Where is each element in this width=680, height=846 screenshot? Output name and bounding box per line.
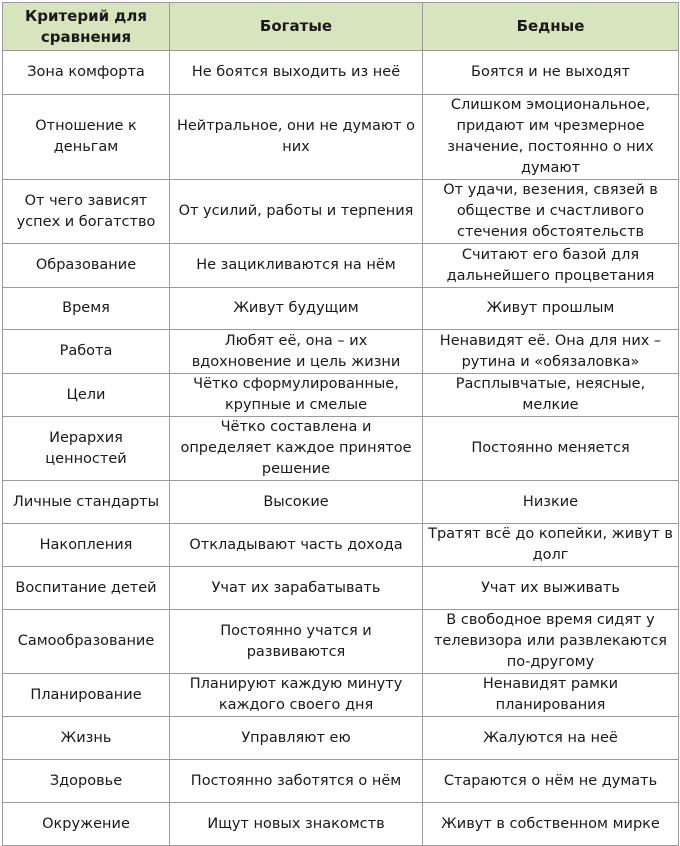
rich-cell: Постоянно учатся и развиваются bbox=[170, 610, 423, 674]
rich-cell: Высокие bbox=[170, 481, 423, 524]
table-row bbox=[3, 180, 679, 244]
criterion-cell: Работа bbox=[3, 330, 170, 374]
criterion-cell: Иерархия ценностей bbox=[3, 417, 170, 481]
criterion-cell: Цели bbox=[3, 374, 170, 417]
poor-cell: Ненавидят рамки планирования bbox=[423, 674, 679, 717]
header-criterion: Критерий для сравнения bbox=[3, 3, 170, 51]
poor-cell: Живут прошлым bbox=[423, 288, 679, 330]
rich-cell: Учат их зарабатывать bbox=[170, 567, 423, 610]
poor-cell: Считают его базой для дальнейшего процветания bbox=[423, 244, 679, 288]
rich-cell: Не боятся выходить из неё bbox=[170, 51, 423, 95]
criterion-cell: Зона комфорта bbox=[3, 51, 170, 95]
table-row bbox=[3, 481, 679, 524]
poor-cell: Учат их выживать bbox=[423, 567, 679, 610]
table-row bbox=[3, 51, 679, 95]
rich-cell: Откладывают часть дохода bbox=[170, 524, 423, 567]
poor-cell: Слишком эмоциональное, придают им чрезмерное значение, постоянно о них думают bbox=[423, 95, 679, 180]
poor-cell: Расплывчатые, неясные, мелкие bbox=[423, 374, 679, 417]
table-row bbox=[3, 717, 679, 760]
poor-cell: Тратят всё до копейки, живут в долг bbox=[423, 524, 679, 567]
table-row bbox=[3, 417, 679, 481]
criterion-cell: Здоровье bbox=[3, 760, 170, 803]
poor-cell: Стараются о нём не думать bbox=[423, 760, 679, 803]
poor-cell: Низкие bbox=[423, 481, 679, 524]
table-row bbox=[3, 374, 679, 417]
poor-cell: В свободное время сидят у телевизора или развлекаются по-другому bbox=[423, 610, 679, 674]
rich-cell: Живут будущим bbox=[170, 288, 423, 330]
criterion-cell: От чего зависят успех и богатство bbox=[3, 180, 170, 244]
criterion-cell: Личные стандарты bbox=[3, 481, 170, 524]
criterion-cell: Планирование bbox=[3, 674, 170, 717]
criterion-cell: Воспитание детей bbox=[3, 567, 170, 610]
header-rich: Богатые bbox=[170, 3, 423, 51]
table-row bbox=[3, 803, 679, 846]
table-row bbox=[3, 95, 679, 180]
table-row bbox=[3, 524, 679, 567]
rich-cell: Управляют ею bbox=[170, 717, 423, 760]
header-row bbox=[3, 3, 679, 51]
poor-cell: Ненавидят её. Она для них – рутина и «обязаловка» bbox=[423, 330, 679, 374]
criterion-cell: Накопления bbox=[3, 524, 170, 567]
table-row bbox=[3, 567, 679, 610]
table-row bbox=[3, 674, 679, 717]
table-row bbox=[3, 760, 679, 803]
table-row bbox=[3, 330, 679, 374]
poor-cell: Боятся и не выходят bbox=[423, 51, 679, 95]
rich-cell: Постоянно заботятся о нём bbox=[170, 760, 423, 803]
criterion-cell: Окружение bbox=[3, 803, 170, 846]
criterion-cell: Образование bbox=[3, 244, 170, 288]
poor-cell: От удачи, везения, связей в обществе и счастливого стечения обстоятельств bbox=[423, 180, 679, 244]
comparison-table bbox=[2, 2, 679, 846]
rich-cell: Планируют каждую минуту каждого своего дня bbox=[170, 674, 423, 717]
table-row bbox=[3, 610, 679, 674]
rich-cell: Нейтральное, они не думают о них bbox=[170, 95, 423, 180]
header-poor: Бедные bbox=[423, 3, 679, 51]
criterion-cell: Самообразование bbox=[3, 610, 170, 674]
table-row bbox=[3, 288, 679, 330]
poor-cell: Жалуются на неё bbox=[423, 717, 679, 760]
criterion-cell: Время bbox=[3, 288, 170, 330]
rich-cell: Не зацикливаются на нём bbox=[170, 244, 423, 288]
poor-cell: Живут в собственном мирке bbox=[423, 803, 679, 846]
rich-cell: Чётко составлена и определяет каждое принятое решение bbox=[170, 417, 423, 481]
criterion-cell: Отношение к деньгам bbox=[3, 95, 170, 180]
rich-cell: От усилий, работы и терпения bbox=[170, 180, 423, 244]
criterion-cell: Жизнь bbox=[3, 717, 170, 760]
rich-cell: Чётко сформулированные, крупные и смелые bbox=[170, 374, 423, 417]
rich-cell: Любят её, она – их вдохновение и цель жизни bbox=[170, 330, 423, 374]
table-row bbox=[3, 244, 679, 288]
poor-cell: Постоянно меняется bbox=[423, 417, 679, 481]
rich-cell: Ищут новых знакомств bbox=[170, 803, 423, 846]
